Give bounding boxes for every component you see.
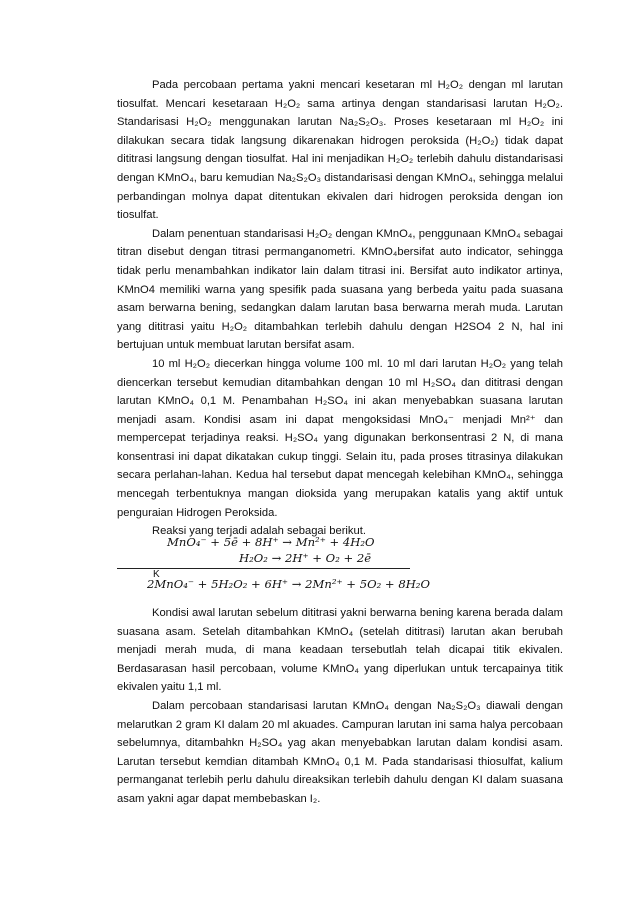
paragraph: Reaksi yang terjadi adalah sebagai berikut. (152, 525, 366, 538)
equation-divider (117, 568, 410, 569)
paragraph: Pada percobaan pertama yakni mencari kesetaran ml H₂O₂ dengan ml larutan tiosulfat. Mencari kesetaraan H₂O₂ sama artinya dengan standarisasi larutan H₂O₂. Standarisasi H₂O₂ menggunakan larutan Na₂S₂O₃. Proses kesetaraan ml H₂O₂ ini dilakukan secara tidak langsung dikarenakan hidrogen peroksida (H₂O₂) tidak dapat dititrasi langsung dengan tiosulfat. Hal ini menjadikan H₂O₂ terlebih dahulu distandarisasi dengan KMnO₄, baru kemudian Na₂S₂O₃ distandarisasi dengan KMnO₄, sehingga melalui perbandingan molnya dapat ditentukan ekivalen dari hidrogen peroksida dengan ion tiosulfat. (117, 79, 563, 222)
body-text-top (117, 76, 563, 541)
half-reaction-permanganate: MnO₄⁻ + 5ē + 8H⁺ → Mn²⁺ + 4H₂O (167, 535, 375, 549)
paragraph: 10 ml H₂O₂ diecerkan hingga volume 100 ml. 10 ml dari larutan H₂O₂ yang telah diencerkan tersebut kemudian ditambahkan dengan 10 ml H₂SO₄ dan dititrasi dengan larutan KMnO₄ 0,1 M. Penambahan H₂SO₄ ini akan menyebabkan suasana larutan menjadi asam. Kondisi asam ini dapat mengoksidasi MnO₄⁻ menjadi Mn²⁺ dan mempercepat terjadinya reaksi. H₂SO₄ yang digunakan berkonsentrasi 2 N, di mana konsentrasi ini dapat dikatakan cukup tinggi. Selain itu, pada proses titrasinya dilakukan secara perlahan-lahan. Kedua hal tersebut dapat mencegah kelebihan KMnO₄, sehingga mencegah terbentuknya mangan dioksida yang merupakan katalis yang aktif untuk penguraian Hidrogen Peroksida. (117, 357, 563, 519)
paragraph: Dalam penentuan standarisasi H₂O₂ dengan KMnO₄, penggunaan KMnO₄ sebagai titran disebut dengan titrasi permanganometri. KMnO₄bersifat auto indicator, sehingga tidak perlu menambahkan indikator lain dalam titrasi ini. Bersifat auto indikator artinya, KMnO4 memiliki warna yang spesifik pada suasana yang berbeda yaitu pada suasana asam berwarna bening, sedangkan dalam larutan basa berwarna merah muda. Larutan yang dititrasi yaitu H₂O₂ ditambahkan terlebih dahulu dengan H2SO4 2 N, hal ini bertujuan untuk membuat larutan bersifat asam. (117, 227, 563, 352)
overall-reaction: 2MnO₄⁻ + 5H₂O₂ + 6H⁺ → 2Mn²⁺ + 5O₂ + 8H₂O (147, 577, 430, 591)
paragraph: Dalam percobaan standarisasi larutan KMnO₄ dengan Na₂S₂O₃ diawali dengan melarutkan 2 gram KI dalam 20 ml akuades. Campuran larutan ini sama halya percobaan sebelumnya, ditambahkn H₂SO₄ yag akan menyebabkan larutan dalam kondisi asam. Larutan tersebut kemdian ditambah KMnO₄ 0,1 M. Pada standarisasi thiosulfat, kalium permanganat terlebih perlu dahulu direaksikan terlebih dahulu dengan KI dalam suasana asam yakni agar dapat membebaskan I₂. (117, 699, 563, 805)
paragraph: Kondisi awal larutan sebelum dititrasi yakni berwarna bening karena berada dalam suasana asam. Setelah ditambahkan KMnO₄ (setelah dititrasi) larutan akan berubah menjadi merah muda, di mana keadaan tersebutlah telah dicapai titik ekivalen. Berdasarasan hasil percobaan, volume KMnO₄ yang diperlukan untuk tercapainya titik ekivalen yaitu 1,1 ml. (117, 607, 563, 694)
body-text-bottom (117, 604, 563, 809)
stray-letter: K (153, 569, 160, 580)
half-reaction-peroxide: H₂O₂ → 2H⁺ + O₂ + 2ē (239, 551, 372, 565)
